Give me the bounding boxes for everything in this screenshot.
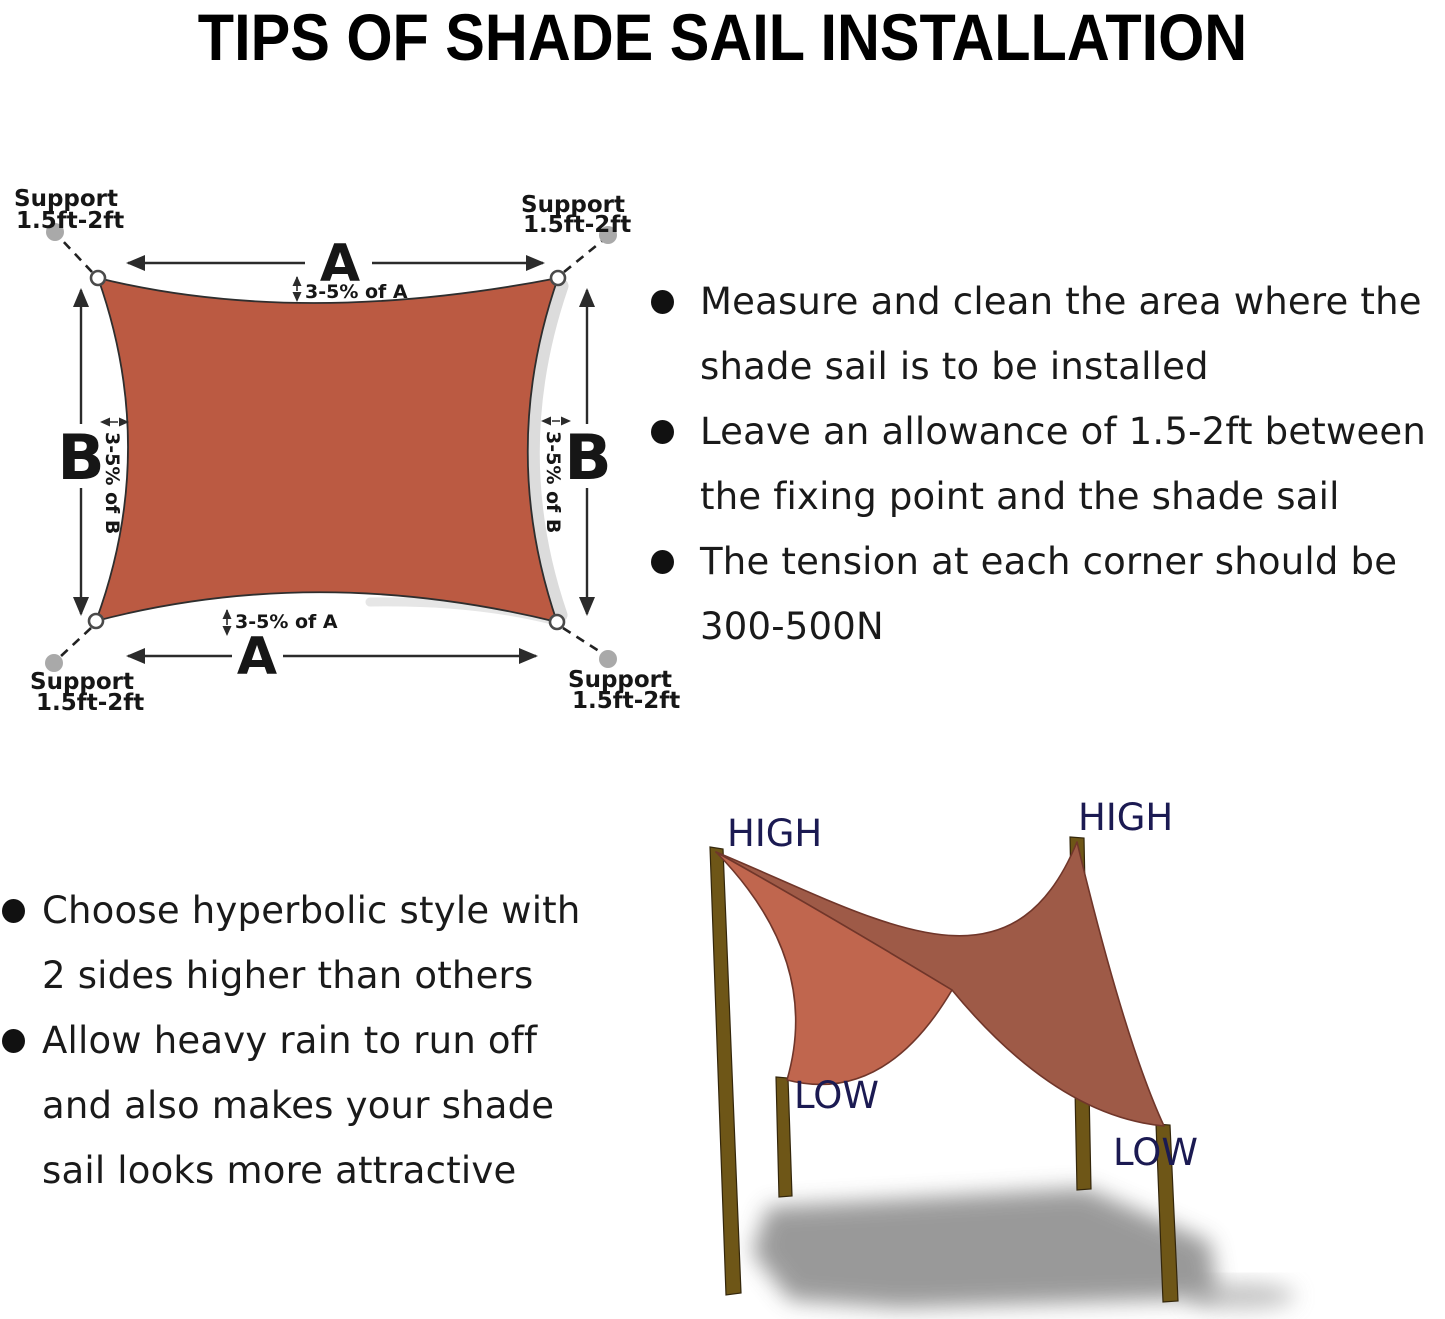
corner-ring-bottom-right [550,615,564,629]
bullet-icon [651,550,674,574]
tip-text-line: 2 sides higher than others [42,954,534,997]
support-tether-top-left [61,239,92,272]
hyperbolic-sail-illustration [690,780,1445,1319]
support-label-bottom-left-2: 1.5ft-2ft [36,690,145,716]
bullet-icon [2,899,25,923]
dim-label-a-bottom: A [236,627,278,687]
pct-label-bottom: 3-5% of A [235,611,338,633]
support-tether-top-right [564,241,602,272]
label-high-left: HIGH [727,812,823,855]
support-label-bottom-right-2: 1.5ft-2ft [572,688,680,714]
page-title: TIPS OF SHADE SAIL INSTALLATION [197,0,1248,74]
tip-text-line: sail looks more attractive [42,1149,517,1192]
support-label-bottom-right-1: Support [568,667,673,693]
pct-label-left: 3-5% of B [101,432,123,535]
support-dot-bottom-right [599,650,617,668]
tip-text-line: Measure and clean the area where the [700,280,1422,323]
tip-text-line: Choose hyperbolic style with [42,889,581,932]
bullet-icon [651,420,674,444]
list-item [2,1008,581,1203]
tip-text-line: 300-500N [700,605,884,648]
flat-sail-diagram [0,150,680,770]
post-low-left [776,1077,792,1197]
bullet-icon [651,290,674,314]
post-shadow-right [1185,1283,1295,1309]
list-item [651,529,1426,659]
post-high-left [710,847,741,1295]
list-item [2,878,581,1008]
label-low-right: LOW [1113,1131,1199,1174]
support-label-top-left-2: 1.5ft-2ft [16,208,125,234]
list-item [651,269,1426,399]
support-label-top-right-2: 1.5ft-2ft [523,212,632,238]
tip-text-line: shade sail is to be installed [700,345,1209,388]
pct-label-top: 3-5% of A [305,281,408,303]
tip-text-line: the fixing point and the shade sail [700,475,1340,518]
tip-text-line: Leave an allowance of 1.5-2ft between [700,410,1427,453]
support-tether-bottom-right [563,628,602,653]
sail-shape [96,278,558,622]
corner-ring-bottom-left [89,614,103,628]
bullet-icon [2,1029,25,1053]
support-label-top-left-1: Support [14,186,119,212]
dim-label-a-top: A [319,234,361,294]
corner-ring-top-left [91,271,105,285]
label-low-left: LOW [794,1074,880,1117]
tip-text-line: and also makes your shade [42,1084,555,1127]
label-high-right: HIGH [1078,796,1174,839]
tip-text-line: Allow heavy rain to run off [42,1019,538,1062]
support-label-bottom-left-1: Support [30,669,135,695]
ground-shadow [752,1188,1218,1308]
support-label-top-right-1: Support [521,192,626,218]
dim-label-b-left: B [57,421,105,494]
pct-label-right: 3-5% of B [542,431,564,534]
support-tether-bottom-left [60,628,91,657]
installation-tips-list [651,269,1426,659]
tip-text-line: The tension at each corner should be [700,540,1398,583]
dim-label-b-right: B [564,421,612,494]
style-tips-list [2,878,581,1203]
sail-light-face [716,852,952,1084]
list-item [651,399,1426,529]
corner-ring-top-right [551,271,565,285]
